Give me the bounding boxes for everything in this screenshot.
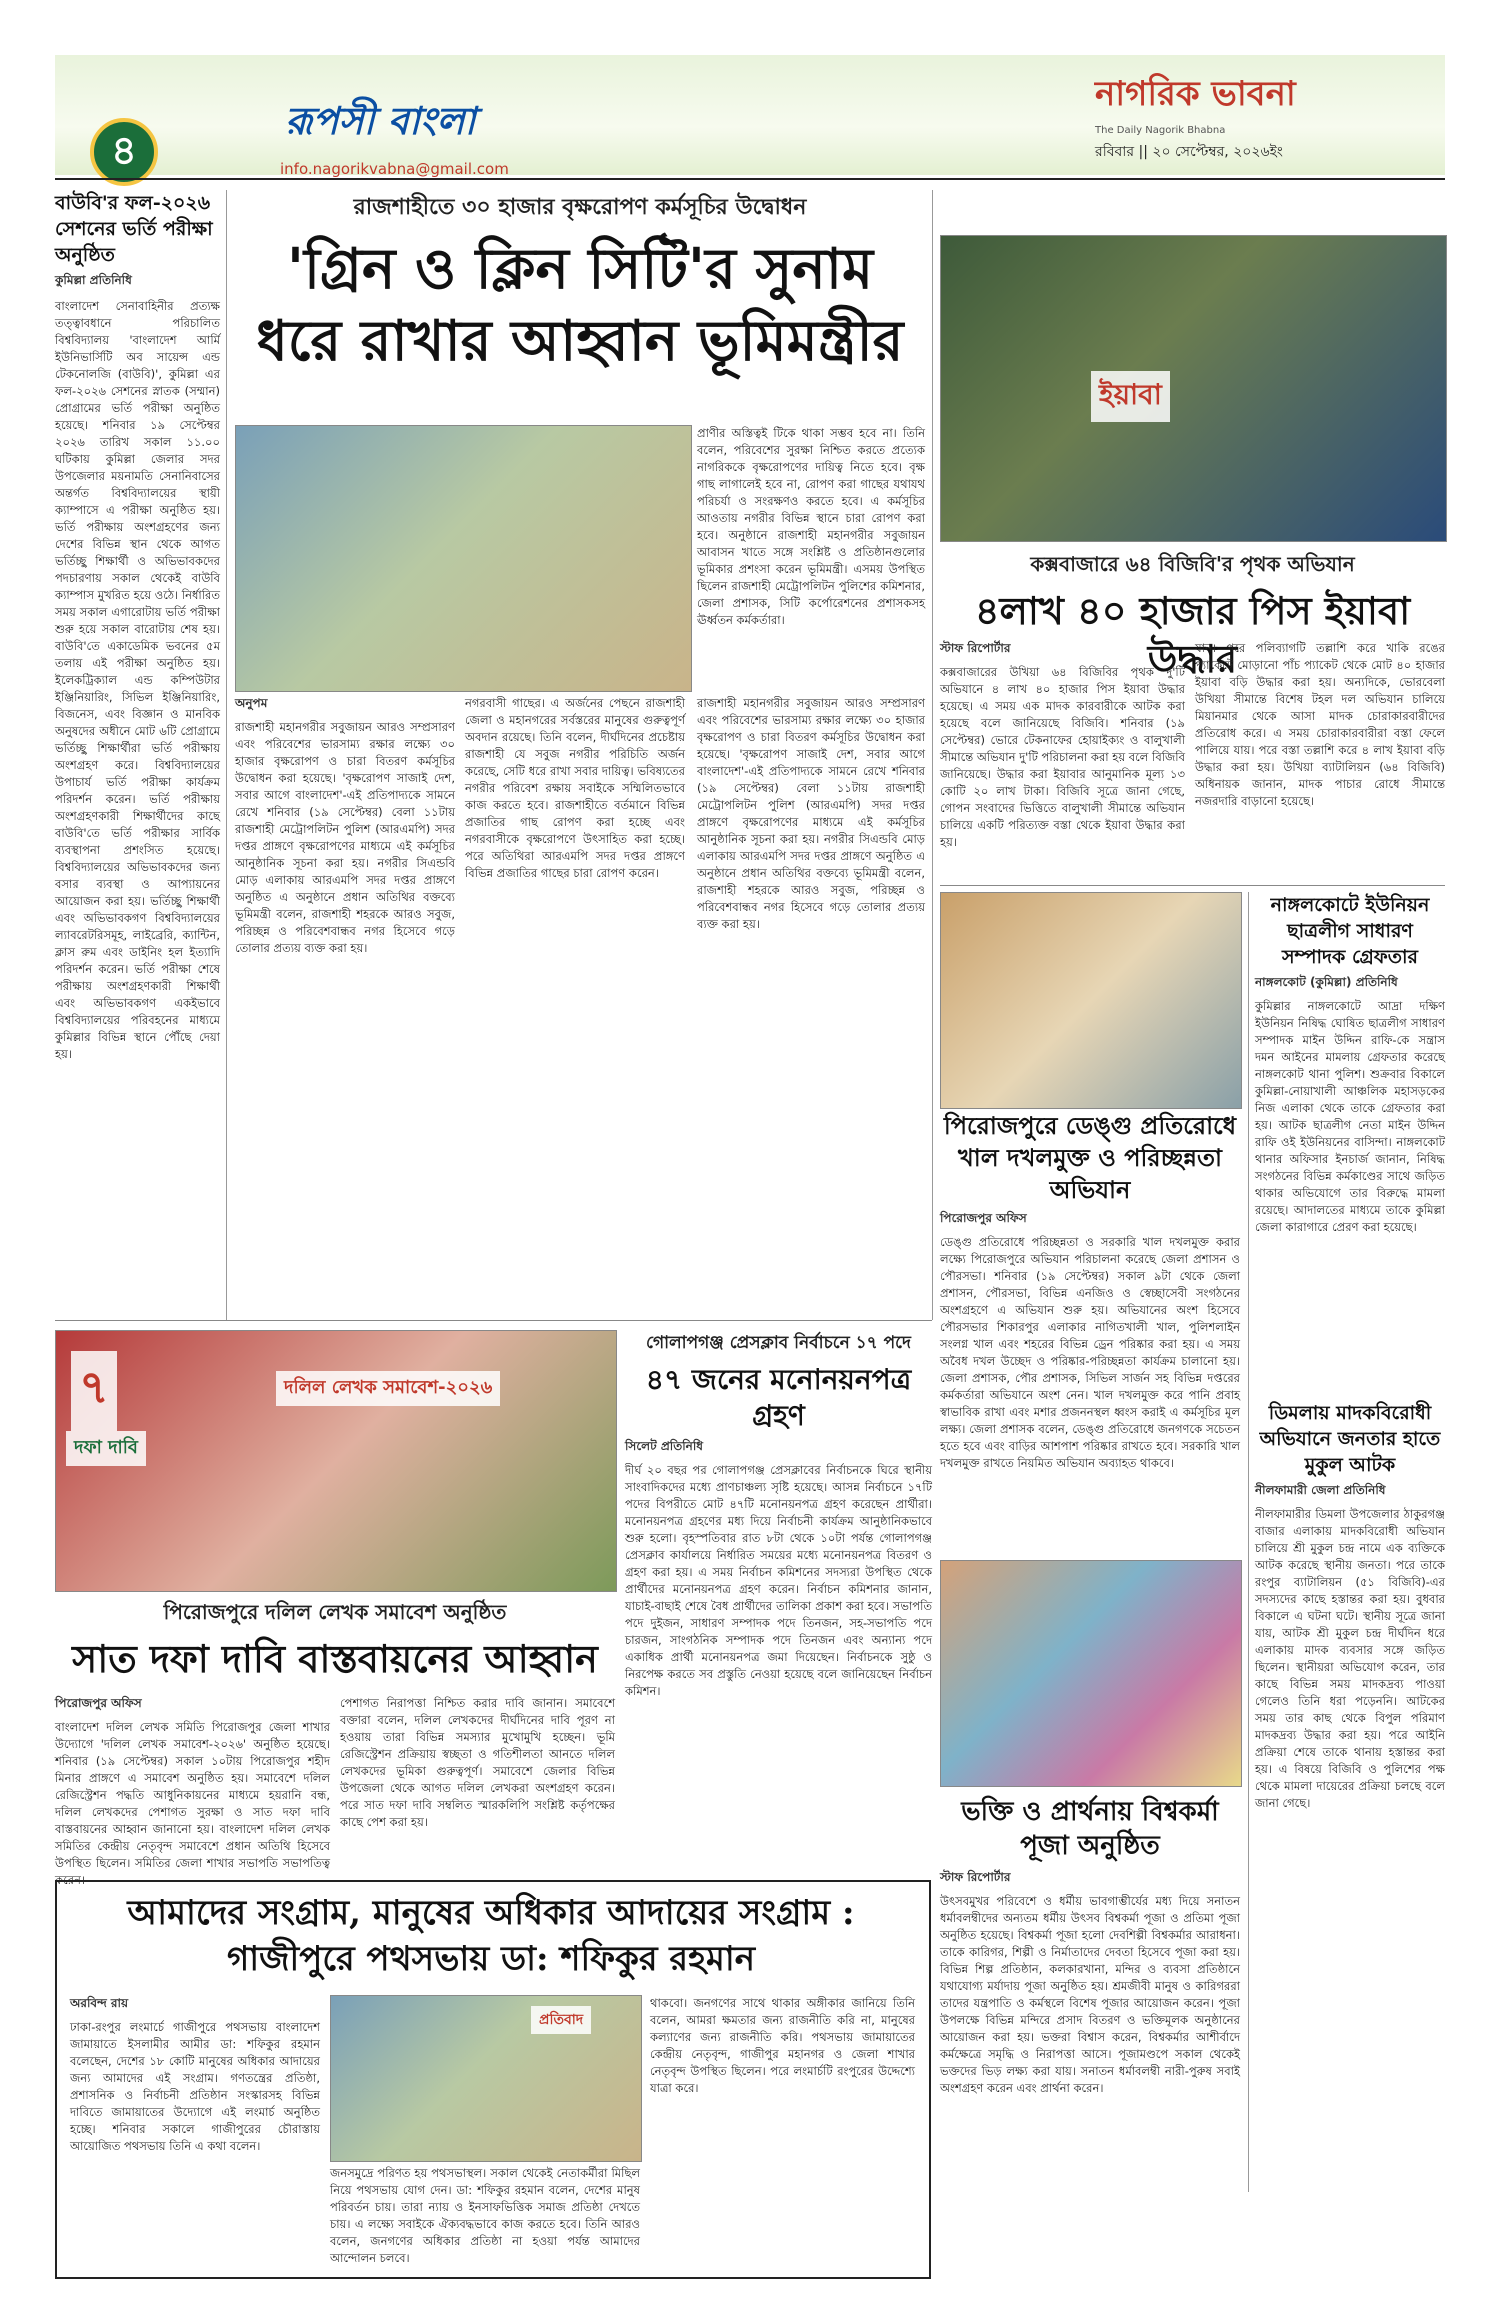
kicker: গোলাপগঞ্জ প্রেসক্লাব নির্বাচনে ১৭ পদে xyxy=(646,1333,911,1353)
dimla-story xyxy=(1255,1400,1445,2156)
story-body: রাজশাহী মহানগরীর সবুজায়ন আরও সম্প্রসারণ এবং পরিবেশের ভারসাম্য রক্ষার লক্ষ্যে ৩০ হাজার বৃক্ষরোপণ ও চারা বিতরণ কর্মসূচির উদ্বোধন করা হয়েছে। 'বৃক্ষরোপণ সাজাই দেশ, সবার আগে বাংলাদেশ'-এই প্রতিপাদ্যকে সামনে রেখে শনিবার (১৯ সেপ্টেম্বর) বেলা ১১টায় রাজশাহী মেট্রোপলিটন পুলিশ (আরএমপি) সদর দপ্তর প্রাঙ্গণে বৃক্ষরোপণের মাধ্যমে এই কর্মসূচির আনুষ্ঠানিক সূচনা করা হয়। নগরীর সিএন্ডবি মোড় এলাকায় আরএমপি সদর দপ্তর প্রাঙ্গণে অনুষ্ঠিত এ অনুষ্ঠানে প্রধান অতিথির বক্তব্যে ভূমিমন্ত্রী বলেন, রাজশাহী শহরকে আরও সবুজ, পরিচ্ছন্ন ও পরিবেশবান্ধব নগর হিসেবে গড়ে তোলার প্রত্যয় ব্যক্ত করা হয়। xyxy=(235,720,455,955)
photo-number: ৭ xyxy=(71,1351,117,1431)
canal-story xyxy=(940,1110,1240,1584)
story-body: ডেঙ্গু প্রতিরোধে পরিচ্ছন্নতা ও সরকারি খাল দখলমুক্ত করার লক্ষ্যে পিরোজপুরে অভিযান পরিচালনা করেছে জেলা প্রশাসন ও পৌরসভা। শনিবার (১৯ সেপ্টেম্বর) সকাল ৯টা থেকে জেলা প্রশাসন, পৌরসভা, বিভিন্ন এনজিও ও স্বেচ্ছাসেবী সংগঠনের অংশগ্রহণে এ অভিযান শুরু হয়। অভিযানের অংশ হিসেবে পৌরসভার শিকারপুর এলাকার নাগিতখালী খাল, পুলিশলাইন সংলগ্ন খাল এবং শহরের বিভিন্ন ড্রেন পরিষ্কার করা হয়। এ সময় অবৈধ দখল উচ্ছেদ ও পরিষ্কার-পরিচ্ছন্নতা কার্যক্রম চালানো হয়। জেলা প্রশাসক, পৌর প্রশাসক, সিভিল সার্জন সহ বিভিন্ন দপ্তরের কর্মকর্তারা অভিযানে অংশ নেন। খাল দখলমুক্ত করে পানি প্রবাহ স্বাভাবিক রাখা এবং মশার প্রজননস্থল ধ্বংস করাই এ কর্মসূচির মূল লক্ষ্য। জেলা প্রশাসক বলেন, ডেঙ্গু প্রতিরোধে জনগণকে সচেতন হতে হবে এবং বাড়ির আশপাশ পরিষ্কার রাখতে হবে। সরকারি খাল দখলমুক্ত রাখতে নিয়মিত অভিযান অব্যাহত থাকবে। xyxy=(940,1235,1240,1470)
headline: 'গ্রিন ও ক্লিন সিটি'র সুনাম ধরে রাখার আহ্বান ভূমিমন্ত্রীর xyxy=(256,236,904,374)
deed-photo xyxy=(55,1330,617,1592)
canal-photo xyxy=(940,892,1242,1109)
headline: আমাদের সংগ্রাম, মানুষের অধিকার আদায়ের সংগ্রাম : গাজীপুরে পথসভায় ডা: শফিকুর রহমান xyxy=(127,1893,855,1979)
issue-date: রবিবার || ২০ সেপ্টেম্বর, ২০২৬ইং xyxy=(1095,144,1283,160)
byline: পিরোজপুর অফিস xyxy=(940,1211,1027,1225)
story-body: উৎসবমুখর পরিবেশে ও ধর্মীয় ভাবগাম্ভীর্যের মধ্য দিয়ে সনাতন ধর্মাবলম্বীদের অন্যতম ধর্মীয় উৎসব বিশ্বকর্মা পূজা ও প্রতিমা পূজা অনুষ্ঠিত হয়েছে। বিশ্বকর্মা পূজা হলো দেবশিল্পী বিশ্বকর্মার আরাধনা। তাকে কারিগর, শিল্পী ও নির্মাতাদের দেবতা হিসেবে পূজা করা হয়। বিভিন্ন শিল্প প্রতিষ্ঠান, কলকারখানা, মন্দির ও ব্যবসা প্রতিষ্ঠানে যথাযোগ্য মর্যাদায় পূজা অনুষ্ঠিত হয়। শ্রমজীবী মানুষ ও কারিগররা তাদের যন্ত্রপাতি ও কর্মস্থলে বিশেষ পূজার আয়োজন করেন। পূজা উপলক্ষে বিভিন্ন মন্দিরে প্রসাদ বিতরণ ও ভক্তিমূলক অনুষ্ঠানের আয়োজন করা হয়। ভক্তরা বিশ্বাস করেন, বিশ্বকর্মার আশীর্বাদে কর্মক্ষেত্রে সমৃদ্ধি ও নিরাপত্তা আসে। পূজামণ্ডপে সকাল থেকেই ভক্তদের ভিড় লক্ষ্য করা যায়। সনাতন ধর্মাবলম্বী নারী-পুরুষ সবাই অংশগ্রহণ করেন এবং প্রার্থনা করেন। xyxy=(940,1894,1240,2095)
photo-sign: প্রতিবাদ xyxy=(531,2006,591,2034)
lead-body-b xyxy=(465,695,685,1300)
paper-logo xyxy=(1095,68,1375,138)
byline: স্টাফ রিপোর্টার xyxy=(940,1870,1011,1884)
byline: নীলফামারী জেলা প্রতিনিধি xyxy=(1255,1483,1386,1497)
lead-photo xyxy=(235,425,692,692)
jamaat-body-a xyxy=(70,1995,320,2269)
byline: নাঙ্গলকোট (কুমিল্লা) প্রতিনিধি xyxy=(1255,975,1398,989)
byline: অনুপম xyxy=(235,696,268,710)
bgb-body-a xyxy=(940,640,1185,889)
bgb-body-b xyxy=(1195,640,1445,880)
story-body: দীর্ঘ ২০ বছর পর গোলাপগঞ্জ প্রেসক্লাবের নির্বাচনকে ঘিরে স্থানীয় সাংবাদিকদের মধ্যে প্রাণচাঞ্চল্য সৃষ্টি হয়েছে। আসন্ন নির্বাচনে ১৭টি পদের বিপরীতে মোট ৪৭টি মনোনয়নপত্র গ্রহণ করেছেন প্রার্থীরা। মনোনয়নপত্র গ্রহণের মধ্য দিয়ে নির্বাচনী কার্যক্রম আনুষ্ঠানিকভাবে শুরু হলো। বৃহস্পতিবার রাত ৮টা থেকে ১০টা পর্যন্ত গোলাপগঞ্জ প্রেসক্লাব কার্যালয়ে নির্ধারিত সময়ের মধ্যে মনোনয়নপত্র বিতরণ ও গ্রহণ করা হয়। এ সময় নির্বাচন কমিশনের সদস্যরা উপস্থিত থেকে প্রার্থীদের মনোনয়নপত্র গ্রহণ করেন। নির্বাচন কমিশনার জানান, যাচাই-বাছাই শেষে বৈধ প্রার্থীদের তালিকা প্রকাশ করা হবে। সভাপতি পদে দুইজন, সাধারণ সম্পাদক পদে তিনজন, সহ-সভাপতি পদে চারজন, সাংগঠনিক সম্পাদক পদে তিনজন এবং অন্যান্য পদে একাধিক প্রার্থী মনোনয়নপত্র জমা দিয়েছেন। নির্বাচনকে সুষ্ঠু ও নিরপেক্ষ করতে সব প্রস্তুতি নেওয়া হয়েছে বলে জানিয়েছেন নির্বাচন কমিশন। xyxy=(625,1463,932,1698)
column-rule xyxy=(226,190,227,1320)
byline: সিলেট প্রতিনিধি xyxy=(625,1439,703,1453)
page-number-badge: ৪ xyxy=(90,118,158,186)
headline: নাঙ্গলকোটে ইউনিয়ন ছাত্রলীগ সাধারণ সম্পাদক গ্রেফতার xyxy=(1270,894,1430,968)
story-body: প্রাণীর অস্তিত্বই টিকে থাকা সম্ভব হবে না। তিনি বলেন, পরিবেশের সুরক্ষা নিশ্চিত করতে প্রত্যেক নাগরিককে বৃক্ষরোপণের দায়িত্ব নিতে হবে। বৃক্ষ গাছ লাগালেই হবে না, রোপণ করা গাছের যথাযথ পরিচর্যা ও সংরক্ষণও করতে হবে। এ কর্মসূচির আওতায় নগরীর বিভিন্ন স্থানে চারা রোপণ করা হবে। অনুষ্ঠানে রাজশাহী মহানগরীর সবুজায়ন আবাসন খাতে সঙ্গে সংশ্লিষ্ট ও প্রতিষ্ঠানগুলোর ভূমিকার প্রশংসা করেন ভূমিমন্ত্রী। এসময় উপস্থিত ছিলেন রাজশাহী মেট্রোপলিটন পুলিশের কমিশনার, জেলা প্রশাসক, সিটি কর্পোরেশনের প্রশাসকসহ ঊর্ধ্বতন কর্মকর্তারা। xyxy=(697,426,925,627)
kicker: কক্সবাজারে ৬৪ বিজিবি'র পৃথক অভিযান xyxy=(1030,552,1355,576)
byline: পিরোজপুর অফিস xyxy=(55,1696,142,1710)
photo-word: দফা দাবি xyxy=(66,1431,146,1466)
headline: ভক্তি ও প্রার্থনায় বিশ্বকর্মা পূজা অনুষ্ঠিত xyxy=(961,1797,1219,1861)
lead-body-c2 xyxy=(697,695,925,1300)
jamaat-story xyxy=(70,1890,912,1982)
byline: অরবিন্দ রায় xyxy=(70,1996,129,2010)
story-body: যান। পরে পলিব্যাগটি তল্লাশি করে খাকি রঙের প্যাকেটে মোড়ানো পাঁচ প্যাকেট থেকে মোট ৪০ হাজার ইয়াবা বড়ি উদ্ধার করা হয়। অন্যদিকে, ভোরবেলা উখিয়া সীমান্তে বিশেষ টহল দল অভিযান চালিয়ে মিয়ানমার থেকে আসা মাদক চোরাকারবারীদের প্রতিরোধ করে। এ সময় চোরাকারবারীরা বস্তা ফেলে পালিয়ে যায়। পরে বস্তা তল্লাশি করে ৪ লাখ ইয়াবা বড়ি উদ্ধার করা হয়। উখিয়া ব্যাটালিয়ন (৬৪ বিজিবি) অধিনায়ক জানান, মাদক পাচার রোধে সীমান্তে নজরদারি বাড়ানো হয়েছে। xyxy=(1195,641,1445,808)
kicker: রাজশাহীতে ৩০ হাজার বৃক্ষরোপণ কর্মসূচির উদ্বোধন xyxy=(353,195,807,220)
story-body: বাংলাদেশ দলিল লেখক সমিতি পিরোজপুর জেলা শাখার উদ্যোগে 'দলিল লেখক সমাবেশ-২০২৬' অনুষ্ঠিত হয়েছে। শনিবার (১৯ সেপ্টেম্বর) সকাল ১০টায় পিরোজপুর শহীদ মিনার প্রাঙ্গণে এ সমাবেশ অনুষ্ঠিত হয়। সমাবেশে দলিল রেজিস্ট্রেশন পদ্ধতি আধুনিকায়নের মাধ্যমে হয়রানি বন্ধ, দলিল লেখকদের পেশাগত সুরক্ষা ও সাত দফা দাবি বাস্তবায়নের আহ্বান জানানো হয়। বাংলাদেশ দলিল লেখক সমিতির কেন্দ্রীয় নেতৃবৃন্দ সমাবেশে প্রধান অতিথি হিসেবে উপস্থিত ছিলেন। সমিতির জেলা শাখার সভাপতি সভাপতিত্ব করেন। xyxy=(55,1720,330,1887)
byline: স্টাফ রিপোর্টার xyxy=(940,641,1011,655)
column-rule xyxy=(1248,892,1249,2192)
section-title: রূপসী বাংলা xyxy=(285,98,476,143)
puja-photo xyxy=(940,1560,1242,1787)
section-rule xyxy=(940,885,1445,886)
lead-body-a xyxy=(235,695,455,1299)
headline: ৪লাখ ৪০ হাজার পিস ইয়াবা উদ্ধার xyxy=(974,588,1411,681)
kicker: পিরোজপুরে দলিল লেখক সমাবেশ অনুষ্ঠিত xyxy=(163,1600,507,1624)
story-body: জনসমুদ্রে পরিণত হয় পথসভাস্থল। সকাল থেকেই নেতাকর্মীরা মিছিল নিয়ে পথসভায় যোগ দেন। ডা: শফিকুর রহমান বলেন, দেশের মানুষ পরিবর্তন চায়। তারা ন্যায় ও ইনসাফভিত্তিক সমাজ প্রতিষ্ঠা দেখতে চায়। এ লক্ষ্যে সবাইকে ঐক্যবদ্ধভাবে কাজ করতে হবে। তিনি আরও বলেন, জনগণের অধিকার প্রতিষ্ঠা না হওয়া পর্যন্ত আমাদের আন্দোলন চলবে। xyxy=(330,2166,640,2265)
story-body: ঢাকা-রংপুর লংমার্চে গাজীপুরে পথসভায় বাংলাদেশ জামায়াতে ইসলামীর আমীর ডা: শফিকুর রহমান বলেছেন, দেশের ১৮ কোটি মানুষের অধিকার আদায়ের জন্য আমাদের এই সংগ্রাম। গণতন্ত্রের প্রতিষ্ঠা, প্রশাসনিক ও নির্বাচনী প্রতিষ্ঠান সংস্কারসহ বিভিন্ন দাবিতে জামায়াতের উদ্যোগে এই লংমার্চ অনুষ্ঠিত হচ্ছে। শনিবার সকালে গাজীপুরের চৌরাস্তায় আয়োজিত পথসভায় তিনি এ কথা বলেন। xyxy=(70,2020,320,2153)
lead-body-c xyxy=(697,425,925,685)
jamaat-body-b xyxy=(330,2165,640,2265)
headline: ৪৭ জনের মনোনয়নপত্র গ্রহণ xyxy=(645,1363,912,1432)
email-address[interactable]: info.nagorikvabna@gmail.com xyxy=(280,160,509,178)
deed-body-b xyxy=(340,1695,615,1870)
deed-story xyxy=(55,1598,615,1683)
story-body: থাকবো। জনগণের সাথে থাকার অঙ্গীকার জানিয়ে তিনি বলেন, আমরা ক্ষমতার জন্য রাজনীতি করি না, মানুষের কল্যাণের জন্য রাজনীতি করি। পথসভায় জামায়াতের কেন্দ্রীয় নেতৃবৃন্দ, গাজীপুর মহানগর ও জেলা শাখার নেতৃবৃন্দ উপস্থিত ছিলেন। পরে লংমার্চটি রংপুরের উদ্দেশ্যে যাত্রা করে। xyxy=(650,1996,915,2095)
nomination-story xyxy=(625,1330,932,1872)
headline: বাউবি'র ফল-২০২৬ সেশনের ভর্তি পরীক্ষা অনুষ্ঠিত xyxy=(55,192,213,266)
story-body: নীলফামারীর ডিমলা উপজেলার ঠাকুরগঞ্জ বাজার এলাকায় মাদকবিরোধী অভিযান চালিয়ে শ্রী মুকুল চন্দ্র নামে এক ব্যক্তিকে আটক করেছে স্থানীয় জনতা। পরে তাকে রংপুর ব্যাটালিয়ন (৫১ বিজিবি)-এর সদস্যদের কাছে হস্তান্তর করা হয়। বুধবার বিকালে এ ঘটনা ঘটে। স্থানীয় সূত্রে জানা যায়, আটক শ্রী মুকুল চন্দ্র দীর্ঘদিন ধরে এলাকায় মাদক ব্যবসার সঙ্গে জড়িত ছিলেন। স্থানীয়রা অভিযোগ করেন, তার কাছে বিভিন্ন সময় মাদকদ্রব্য পাওয়া গেলেও তিনি ধরা পড়েননি। আটকের সময় তার কাছ থেকে বিপুল পরিমাণ মাদকদ্রব্য উদ্ধার করা হয়। পরে আইনি প্রক্রিয়া শেষে তাকে থানায় হস্তান্তর করা হয়। এ বিষয়ে বিজিবি ও পুলিশের পক্ষ থেকে মামলা দায়েরের প্রক্রিয়া চলছে বলে জানা গেছে। xyxy=(1255,1507,1445,1810)
story-body: রাজশাহী মহানগরীর সবুজায়ন আরও সম্প্রসারণ এবং পরিবেশের ভারসাম্য রক্ষার লক্ষ্যে ৩০ হাজার বৃক্ষরোপণ ও চারা বিতরণ কর্মসূচির উদ্বোধন করা হয়েছে। 'বৃক্ষরোপণ সাজাই দেশ, সবার আগে বাংলাদেশ'-এই প্রতিপাদ্যকে সামনে রেখে শনিবার (১৯ সেপ্টেম্বর) বেলা ১১টায় রাজশাহী মেট্রোপলিটন পুলিশ (আরএমপি) সদর দপ্তর প্রাঙ্গণে বৃক্ষরোপণের মাধ্যমে এই কর্মসূচির আনুষ্ঠানিক সূচনা করা হয়। নগরীর সিএন্ডবি মোড় এলাকায় আরএমপি সদর দপ্তর প্রাঙ্গণে অনুষ্ঠিত এ অনুষ্ঠানে প্রধান অতিথির বক্তব্যে ভূমিমন্ত্রী বলেন, রাজশাহী শহরকে আরও সবুজ, পরিচ্ছন্ন ও পরিবেশবান্ধব নগর হিসেবে গড়ে তোলার প্রত্যয় ব্যক্ত করা হয়। xyxy=(697,696,925,931)
story-body: নগরবাসী গাছের। এ অর্জনের পেছনে রাজশাহী জেলা ও মহানগরের সর্বস্তরের মানুষের গুরুত্বপূর্ণ অবদান রয়েছে। তিনি বলেন, দীর্ঘদিনের প্রচেষ্টায় রাজশাহী যে সবুজ নগরীর পরিচিতি অর্জন করেছে, সেটি ধরে রাখা সবার দায়িত্ব। ভবিষ্যতের নগরীর পরিবেশ রক্ষায় সবাইকে সম্মিলিতভাবে কাজ করতে হবে। রাজশাহীতে বর্তমানে বিভিন্ন প্রজাতির গাছ রোপণ করা হচ্ছে এবং নগরবাসীকে বৃক্ষরোপণে উৎসাহিত করা হচ্ছে। পরে অতিথিরা আরএমপি সদর দপ্তর প্রাঙ্গণে বিভিন্ন প্রজাতির গাছের চারা রোপণ করেন। xyxy=(465,696,685,880)
headline: সাত দফা দাবি বাস্তবায়নের আহ্বান xyxy=(72,1636,598,1681)
jamaat-body-c xyxy=(650,1995,915,2265)
headline: পিরোজপুরে ডেঙ্গু প্রতিরোধে খাল দখলমুক্ত ও পরিচ্ছন্নতা অভিযান xyxy=(943,1111,1237,1204)
story-body: কুমিল্লার নাঙ্গলকোটে আদ্রা দক্ষিণ ইউনিয়ন নিষিদ্ধ ঘোষিত ছাত্রলীগ সাধারণ সম্পাদক মাইন উদ্দিন রাফি-কে সন্ত্রাস দমন আইনের মামলায় গ্রেফতার করেছে নাঙ্গলকোট থানা পুলিশ। শুক্রবার বিকালে কুমিল্লা-নোয়াখালী আঞ্চলিক মহাসড়কের নিজ এলাকা থেকে তাকে গ্রেফতার করা হয়। আটক ছাত্রলীগ নেতা মাইন উদ্দিন রাফি ওই ইউনিয়নের বাসিন্দা। নাঙ্গলকোট থানার অফিসার ইনচার্জ জানান, নিষিদ্ধ সংগঠনের বিভিন্ন কর্মকাণ্ডের সাথে জড়িত থাকার অভিযোগে তার বিরুদ্ধে মামলা রয়েছে। আদালতের মাধ্যমে তাকে কুমিল্লা জেলা কারাগারে প্রেরণ করা হয়েছে। xyxy=(1255,999,1445,1234)
paper-tagline: The Daily Nagorik Bhabna xyxy=(1095,125,1226,136)
story-body: পেশাগত নিরাপত্তা নিশ্চিত করার দাবি জানান। সমাবেশে বক্তারা বলেন, দলিল লেখকদের দীর্ঘদিনের দাবি পূরণ না হওয়ায় তারা বিভিন্ন সমস্যার মুখোমুখি হচ্ছেন। ভূমি রেজিস্ট্রেশন প্রক্রিয়ায় স্বচ্ছতা ও গতিশীলতা আনতে দলিল লেখকদের ভূমিকা গুরুত্বপূর্ণ। সমাবেশে জেলার বিভিন্ন উপজেলা থেকে আগত দলিল লেখকরা অংশগ্রহণ করেন। পরে সাত দফা দাবি সম্বলিত স্মারকলিপি সংশ্লিষ্ট কর্তৃপক্ষের কাছে পেশ করা হয়। xyxy=(340,1696,615,1829)
photo-banner: দলিল লেখক সমাবেশ-২০২৬ xyxy=(276,1371,500,1406)
headline: ডিমলায় মাদকবিরোধী অভিযানে জনতার হাতে মুকুল আটক xyxy=(1259,1402,1441,1476)
story-body: কক্সবাজারের উখিয়া ৬৪ বিজিবির পৃথক দু'টি অভিযানে ৪ লাখ ৪০ হাজার পিস ইয়াবা উদ্ধার হয়েছে। এ সময় এক মাদক কারবারীকে আটক করা হয়েছে বলে জানিয়েছে বিজিবি। শনিবার (১৯ সেপ্টেম্বর) ভোরে টেকনাফের হোয়াইক্যং ও বালুখালী সীমান্তে অভিযান দু'টি পরিচালনা করা হয় বলে বিজিবি জানিয়েছে। উদ্ধার করা ইয়াবার আনুমানিক মূল্য ১৩ কোটি ২০ লাখ টাকা। বিজিবি সূত্রে জানা গেছে, গোপন সংবাদের ভিত্তিতে বালুখালী সীমান্তে অভিযান চালিয়ে একটি পরিত্যক্ত বস্তা থেকে ইয়াবা উদ্ধার করা হয়। xyxy=(940,665,1185,849)
paper-name: নাগরিক ভাবনা xyxy=(1095,74,1296,114)
lead-story xyxy=(235,190,925,377)
column-rule xyxy=(932,190,933,1320)
deed-body-a xyxy=(55,1695,330,1887)
byline: কুমিল্লা প্রতিনিধি xyxy=(55,273,132,287)
bauet-story xyxy=(55,190,220,1368)
photo-caption-label: ইয়াবা xyxy=(1091,371,1170,422)
section-rule xyxy=(55,1320,932,1321)
bgb-photo xyxy=(940,235,1447,542)
puja-story xyxy=(940,1795,1240,2193)
masthead-rule xyxy=(55,178,1445,180)
jamaat-photo xyxy=(330,1995,642,2162)
story-body: বাংলাদেশ সেনাবাহিনীর প্রত্যক্ষ তত্ত্বাবধানে পরিচালিত বিশ্ববিদ্যালয় 'বাংলাদেশ আর্মি ইউনিভার্সিটি অব সায়েন্স এন্ড টেকনোলজি (বাউবি)', কুমিল্লা এর ফল-২০২৬ সেশনের স্নাতক (সম্মান) প্রোগ্রামের ভর্তি পরীক্ষা অনুষ্ঠিত হয়েছে। শনিবার ১৯ সেপ্টেম্বর ২০২৬ তারিখ সকাল ১১.০০ ঘটিকায় কুমিল্লা জেলার সদর উপজেলার ময়নামতি সেনানিবাসের অন্তর্গত বিশ্ববিদ্যালয়ের স্থায়ী ক্যাম্পাসে এ পরীক্ষা অনুষ্ঠিত হয়। ভর্তি পরীক্ষায় অংশগ্রহণের জন্য দেশের বিভিন্ন স্থান থেকে আগত ভর্তিচ্ছু শিক্ষার্থী ও অভিভাবকদের পদচারণায় সকাল থেকেই বাউবি ক্যাম্পাস মুখরিত হয়ে ওঠে। নির্ধারিত সময় সকাল এগারোটায় ভর্তি পরীক্ষা শুরু হয়ে সকাল বারোটায় শেষ হয়। বাউবি'তে একাডেমিক ভবনের ৫ম তলায় এই পরীক্ষা অনুষ্ঠিত হয়। ইলেকট্রিক্যাল এন্ড কম্পিউটার ইঞ্জিনিয়ারিং, সিভিল ইঞ্জিনিয়ারিং, বিজনেস, এবং বিজ্ঞান ও মানবিক অনুষদের অধীনে মোট ৬টি প্রোগ্রামে ভর্তিচ্ছু শিক্ষার্থীরা ভর্তি পরীক্ষায় অংশগ্রহণ করে। বিশ্ববিদ্যালয়ের উপাচার্য ভর্তি পরীক্ষা কার্যক্রম পরিদর্শন করেন। ভর্তি পরীক্ষায় অংশগ্রহণকারী শিক্ষার্থীদের কাছে বাউবি'তে ভর্তি পরীক্ষার সার্বিক ব্যবস্থাপনা প্রশংসিত হয়েছে। বিশ্ববিদ্যালয়ের অভিভাবকদের জন্য বসার ব্যবস্থা ও আপ্যায়নের আয়োজন করা হয়। ভর্তিচ্ছু শিক্ষার্থী এবং অভিভাবকগণ বিশ্ববিদ্যালয়ের ল্যাবরেটরিসমূহ, লাইব্রেরি, ক্যান্টিন, ক্লাস রুম এবং ডাইনিং হল ইত্যাদি পরিদর্শন করেন। ভর্তি পরীক্ষা শেষে পরীক্ষায় অংশগ্রহণকারী শিক্ষার্থী এবং অভিভাবকগণ একইভাবে বিশ্ববিদ্যালয়ের পরিবহনের মাধ্যমে কুমিল্লার বিভিন্ন স্থানে পৌঁছে দেয়া হয়। xyxy=(55,299,220,1061)
nangalkot-story xyxy=(1255,892,1445,1328)
